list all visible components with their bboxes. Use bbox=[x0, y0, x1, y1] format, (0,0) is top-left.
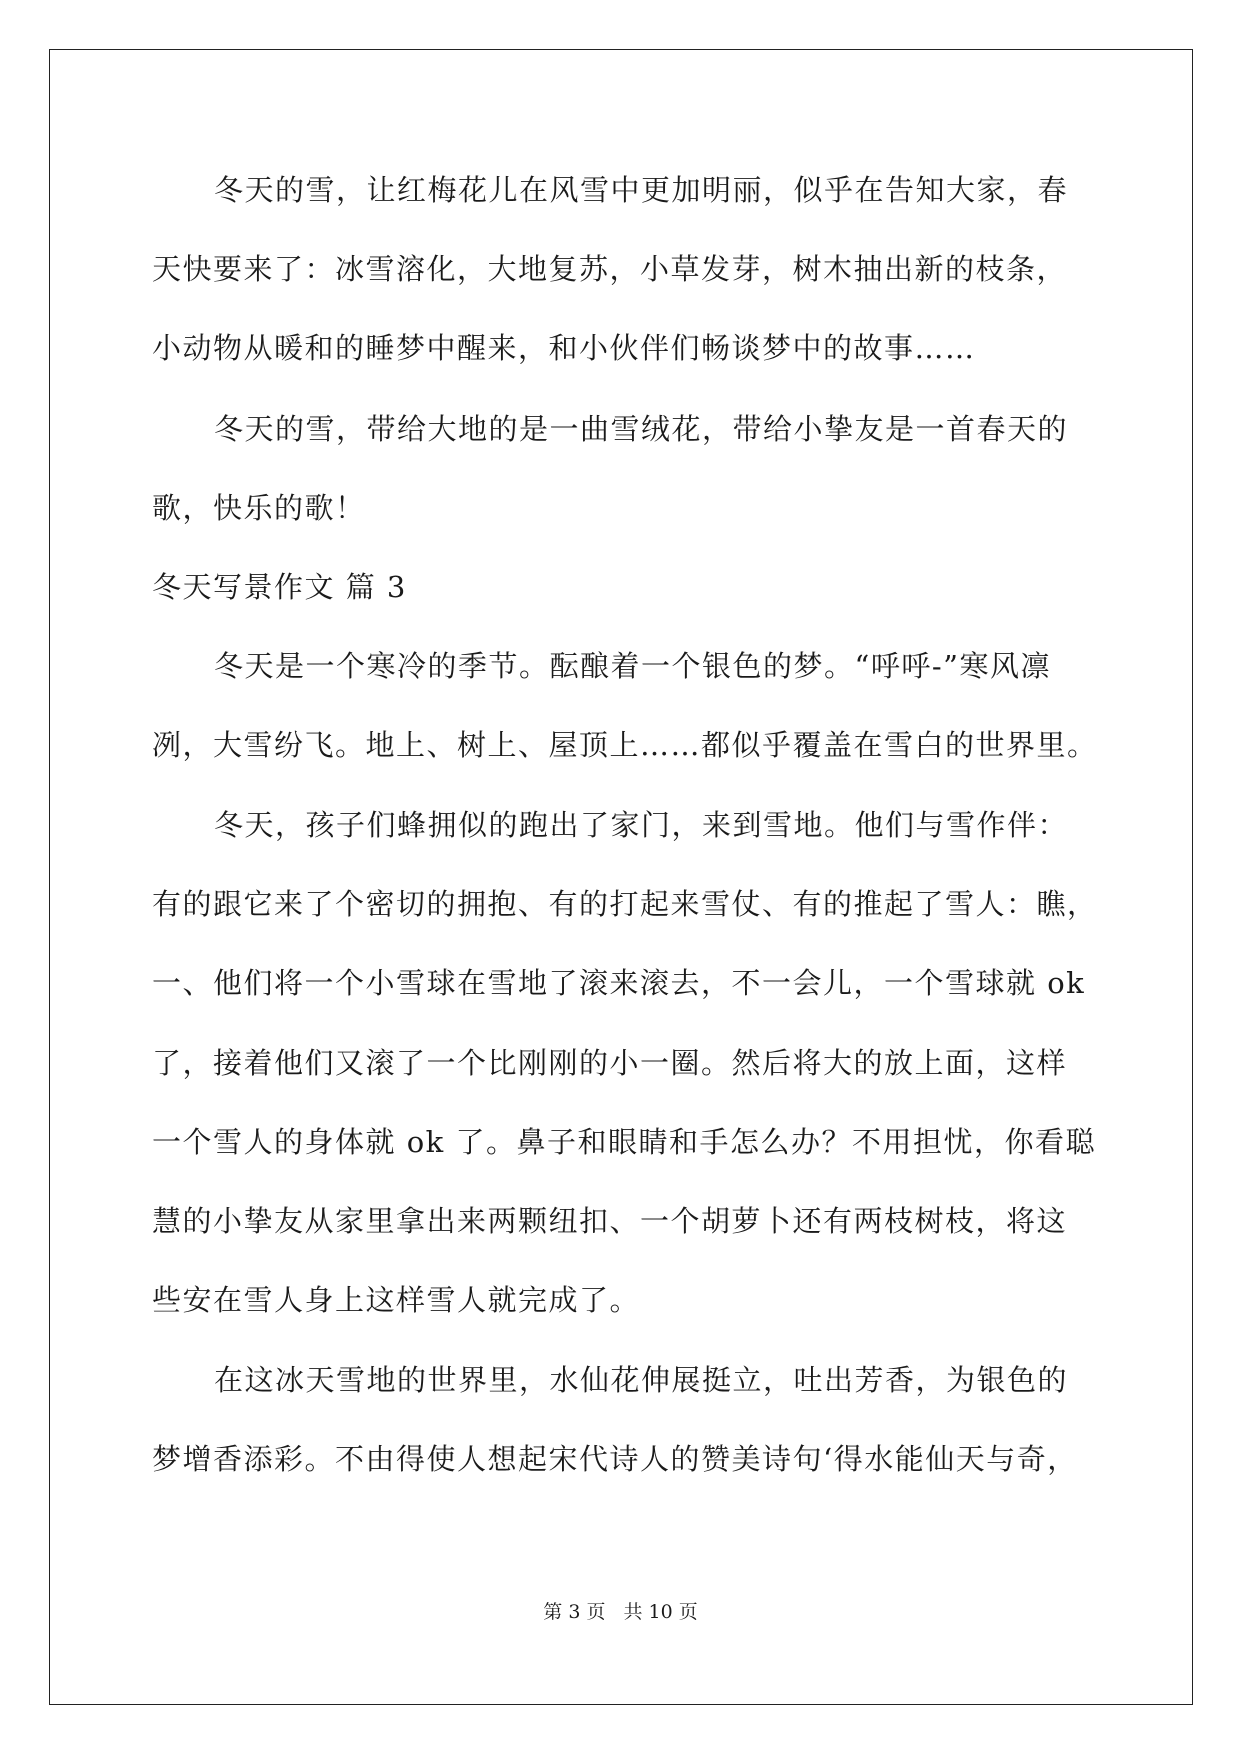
paragraph-3-line-1: 冬天是一个寒冷的季节。酝酿着一个银色的梦。“呼呼-”寒风凛 bbox=[214, 649, 1051, 683]
paragraph-2-line-2: 歌，快乐的歌！ bbox=[152, 491, 366, 525]
paragraph-3-line-2: 冽，大雪纷飞。地上、树上、屋顶上……都似乎覆盖在雪白的世界里。 bbox=[152, 728, 1098, 762]
paragraph-1-line-1: 冬天的雪，让红梅花儿在风雪中更加明丽，似乎在告知大家，春 bbox=[214, 173, 1069, 207]
paragraph-4-line-4: 了，接着他们又滚了一个比刚刚的小一圈。然后将大的放上面，这样 bbox=[152, 1046, 1068, 1080]
paragraph-4-line-1: 冬天，孩子们蜂拥似的跑出了家门，来到雪地。他们与雪作伴： bbox=[214, 808, 1069, 842]
paragraph-2-line-1: 冬天的雪，带给大地的是一曲雪绒花，带给小挚友是一首春天的 bbox=[214, 412, 1069, 446]
page-footer bbox=[0, 1600, 1241, 1624]
paragraph-5-line-2: 梦增香添彩。不由得使人想起宋代诗人的赞美诗句‘得水能仙天与奇， bbox=[152, 1442, 1078, 1476]
section-heading: 冬天写景作文 篇 3 bbox=[152, 570, 407, 604]
paragraph-4-line-5: 一个雪人的身体就 ok 了。鼻子和眼睛和手怎么办？不用担忧，你看聪 bbox=[152, 1125, 1096, 1159]
paragraph-1-line-2: 天快要来了：冰雪溶化，大地复苏，小草发芽，树木抽出新的枝条， bbox=[152, 252, 1068, 286]
paragraph-4-line-6: 慧的小挚友从家里拿出来两颗纽扣、一个胡萝卜还有两枝树枝，将这 bbox=[152, 1204, 1068, 1238]
paragraph-1-line-3: 小动物从暖和的睡梦中醒来，和小伙伴们畅谈梦中的故事…… bbox=[152, 331, 976, 365]
paragraph-4-line-3: 一、他们将一个小雪球在雪地了滚来滚去，不一会儿，一个雪球就 ok bbox=[152, 966, 1086, 1000]
paragraph-5-line-1: 在这冰天雪地的世界里，水仙花伸展挺立，吐出芳香，为银色的 bbox=[214, 1363, 1069, 1397]
paragraph-4-line-2: 有的跟它来了个密切的拥抱、有的打起来雪仗、有的推起了雪人：瞧， bbox=[152, 887, 1098, 921]
page-total: 共 10 页 bbox=[623, 1601, 698, 1623]
paragraph-4-line-7: 些安在雪人身上这样雪人就完成了。 bbox=[152, 1283, 641, 1317]
page-number: 第 3 页 bbox=[543, 1601, 606, 1623]
